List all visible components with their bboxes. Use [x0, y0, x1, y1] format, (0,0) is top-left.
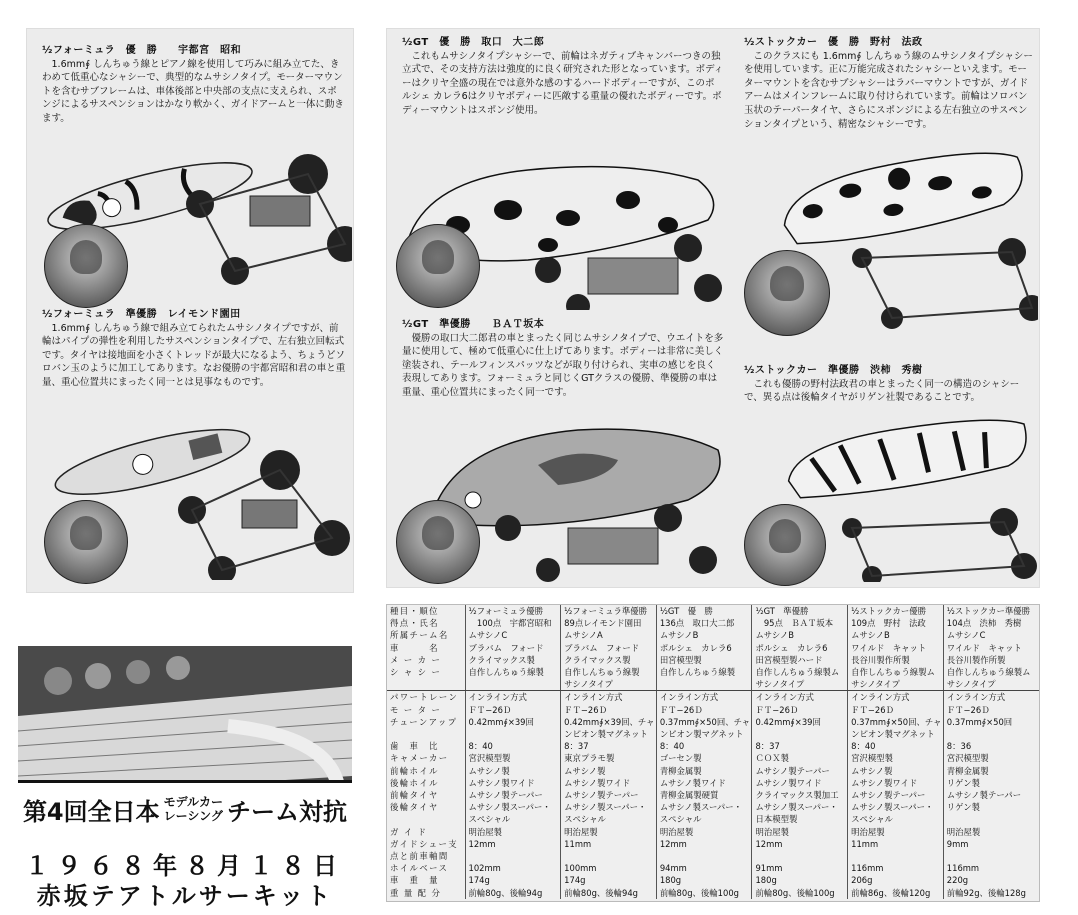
section-stockcar-runnerup: [744, 364, 1034, 405]
event-title-banner: [18, 780, 352, 835]
section-heading: ½GT 準優勝 ＢＡＴ坂本: [402, 319, 545, 330]
event-date: １９６８年８月１８日: [25, 852, 345, 880]
spec-row: [387, 740, 1039, 825]
title-part-b-top: モデルカー: [163, 795, 224, 809]
section-body: 1.6mm∮ しんちゅう線とピアノ線を使用して巧みに組み立てた、きわめて低重心なシャシーで、典型的なムサシノタイプ。モーターマウントを含むサブフレームは、車体後部と中央部の支点に支えられ、スポンジによるサスペンションはかなり軟かく、ガイドアームと一体に動きます。: [42, 58, 344, 124]
section-gt-runnerup: [402, 318, 724, 400]
spec-cell: 8：40 宮沢模型製 ムサシノ製 ムサシノ製ワイド ムサシノ製テーパー ムサシノ製スーパー・ スペシャル: [465, 740, 561, 825]
spec-cell: 明治屋製 12mm 102mm 174g 前輪80g、後輪94g: [465, 826, 561, 899]
spec-row-label: ガ イ ド ガイドシュー支 点と前車軸間 ホイルベース 車 重 量 重 量 配 分: [387, 826, 465, 899]
spec-cell: インライン方式 ＦＴ−26Ｄ 0.42mm∮×39回: [752, 691, 848, 740]
spec-cell: 明治屋製 11mm 100mm 174g 前輪80g、後輪94g: [561, 826, 657, 899]
spec-row-label: 歯 車 比 キャメーカー 前輪ホイル 後輪ホイル 前輪タイヤ 後輪タイヤ: [387, 740, 465, 825]
stockcar-body: [784, 415, 1030, 500]
spec-cell: インライン方式 ＦＴ−26Ｄ 0.37mm∮×50回、チャ ンピオン製マグネット: [656, 691, 752, 740]
section-heading: ½フォーミュラ 準優勝 レイモンド園田: [42, 309, 241, 320]
spec-row: [387, 826, 1039, 899]
section-heading: ½GT 優 勝 取口 大二郎: [402, 37, 545, 48]
section-gt-winner: [402, 36, 724, 118]
spec-cell: インライン方式 ＦＴ−26Ｄ 0.37mm∮×50回、チャ ンピオン製マグネット: [848, 691, 944, 740]
spec-cell: ½GT 準優勝 95点 ＢＡＴ坂本 ムサシノB ポルシェ カレラ6 田宮模型製ハード 自作しんちゅう線製ム サシノタイプ: [752, 605, 848, 691]
stockcar-runnerup-portrait: [744, 504, 826, 586]
section-body: 優勝の取口大二郎君の車とまったく同じムサシノタイプで、ウエイトを多量に使用して、極めて低重心に仕上げてあります。ボディーは非常に美しく塗装され、テールフィンスパッツなどが取り付けられ、実車の感じを良く表現してあります。フォーミュラと同じくGTクラスの優勝、準優勝の車は重量、重心位置共にまったく同一です。: [402, 332, 724, 398]
spec-cell: ½フォーミュラ優勝 100点 宇都宮昭和 ムサシノC ブラバム フォード クライマックス製 自作しんちゅう線製: [465, 605, 561, 691]
title-part-a: 第4回全日本: [22, 797, 160, 826]
spec-cell: ½フォーミュラ準優勝 89点レイモンド園田 ムサシノA ブラバム フォード クライマックス製 自作しんちゅう線製 サシノタイプ: [561, 605, 657, 691]
section-stockcar-winner: [744, 36, 1034, 131]
section-body: 1.6mm∮ しんちゅう線で組み立てられたムサシノタイプですが、前輪はパイプの弾性を利用したサスペンションタイプで、左右独立回転式です。タイヤは接地面を小さくトレッドが最大になるよう、ちょうどソロバン玉のように加工してあります。なお優勝の宇都宮昭和君の車と重量、重心位置共にまったく同一とは見事なものです。: [42, 322, 346, 388]
title-part-c: チーム対抗: [227, 797, 348, 826]
spec-cell: 明治屋製 12mm 94mm 180g 前輪80g、後輪100g: [656, 826, 752, 899]
spec-cell: 8：36 宮沢模型製 青柳金属製 リゲン製 ムサシノ製テーパー リゲン製: [946, 741, 1022, 813]
section-formula-runnerup: [42, 308, 346, 390]
spec-cell: インライン方式 ＦＴ−26Ｄ 0.42mm∮×39回、チャ ンピオン製マグネット: [561, 691, 657, 740]
formula-body: [50, 416, 255, 507]
formula-runnerup-portrait: [44, 500, 128, 584]
spec-cell: ½ストックカー準優勝 104点 渋柿 秀樹 ムサシノC ワイルド キャット 長谷川製作所製 自作しんちゅう線製ム サシノタイプ: [943, 605, 1039, 691]
section-heading: ½ストックカー 準優勝 渋柿 秀樹: [744, 365, 923, 376]
section-body: これもムサシノタイプシャシーで、前輪はネガティブキャンバーつきの独立式で、その支持方法は強度的に良く研究された形となっています。ボディーはクリヤ全盛の現在では意外な感のするハードボディーですが、このポルシェ カレラ6はクリヤボディーに匹敵する重量の優れたボディーです。ボディーマウントはスポンジ使用。: [402, 50, 724, 116]
section-heading: ½フォーミュラ 優 勝 宇都宮 昭和: [42, 45, 242, 56]
section-heading: ½ストックカー 優 勝 野村 法政: [744, 37, 923, 48]
spec-cell: 明治屋製 12mm 91mm 180g 前輪80g、後輪100g: [752, 826, 848, 899]
stockcar-chassis: [842, 508, 1037, 582]
title-part-b: [164, 795, 223, 823]
section-formula-winner: [42, 44, 346, 126]
title-part-b-bottom: レーシング: [163, 809, 223, 823]
spec-cell: ½ストックカー優勝 109点 野村 法政 ムサシノB ワイルド キャット 長谷川製作所製 自作しんちゅう線製ム サシノタイプ: [848, 605, 944, 691]
section-body: このクラスにも 1.6mm∮ しんちゅう線のムサシノタイプシャシーを使用しています。正に万能完成されたシャシーといえます。モーターマウントを含むサブシャシーはラバーマウントですが、ガイドアームはメインフレームに取り付けられています。前輪はソロバン玉状のテーパータイヤ、さらにスポンジによる左右独立のサスペンションタイプという、精密なシャシーです。: [744, 50, 1033, 130]
spec-cell: 8：37 ＣＯＸ製 ムサシノ製テーパー ムサシノ製ワイド クライマックス製加工 ムサシノ製スーパー・ 日本模型製: [752, 740, 848, 825]
spec-cell: 8：40 ゴーセン製 青柳金属製 ムサシノ製ワイド 青柳金属製硬質 ムサシノ製スーパー・ スペシャル: [656, 740, 752, 825]
spec-row: [387, 605, 1039, 691]
formula-winner-portrait: [44, 224, 128, 308]
section-body: これも優勝の野村法政君の車とまったく同一の構造のシャシーで、異る点は後輪タイヤがリゲン社製であることです。: [744, 378, 1020, 404]
stockcar-body: [778, 146, 1028, 249]
stockcar-chassis: [852, 238, 1038, 329]
spec-cell: 8：37 東京プラモ製 ムサシノ製 ムサシノ製ワイド ムサシノ製テーパー ムサシノ製スーパー・ スペシャル: [561, 740, 657, 825]
spec-cell: ½GT 優 勝 136点 取口大二郎 ムサシノB ポルシェ カレラ6 田宮模型製 自作しんちゅう線製: [656, 605, 752, 691]
stockcar-winner-portrait: [744, 250, 830, 336]
event-venue: 赤坂テアトルサーキット: [36, 882, 334, 910]
spec-row-label: 種目・順位 得点・氏名 所属チーム名 車 名 メ ー カ ー シ ャ シ ー: [387, 605, 465, 691]
gt-runnerup-portrait: [396, 500, 480, 584]
car-spec-table: [386, 604, 1040, 902]
spec-cell: インライン方式 ＦＴ−26Ｄ 0.42mm∮×39回: [465, 691, 561, 740]
spec-cell: 8：40 宮沢模型製 ムサシノ製 ムサシノ製ワイド ムサシノ製テーパー ムサシノ製スーパー・ スペシャル: [848, 740, 944, 825]
spec-row: [387, 691, 1039, 740]
gt-winner-portrait: [396, 224, 480, 308]
spec-cell: インライン方式 ＦＴ−26Ｄ 0.37mm∮×50回: [946, 692, 1013, 727]
spec-cell: 明治屋製 11mm 116mm 206g 前輪86g、後輪120g: [848, 826, 944, 899]
spec-cell: 明治屋製 9mm 116mm 220g 前輪92g、後輪128g: [946, 826, 1026, 898]
spec-row-label: パワートレーン モ ー タ ー チューンアップ: [387, 691, 465, 740]
spec-table-grid: [387, 605, 1039, 899]
